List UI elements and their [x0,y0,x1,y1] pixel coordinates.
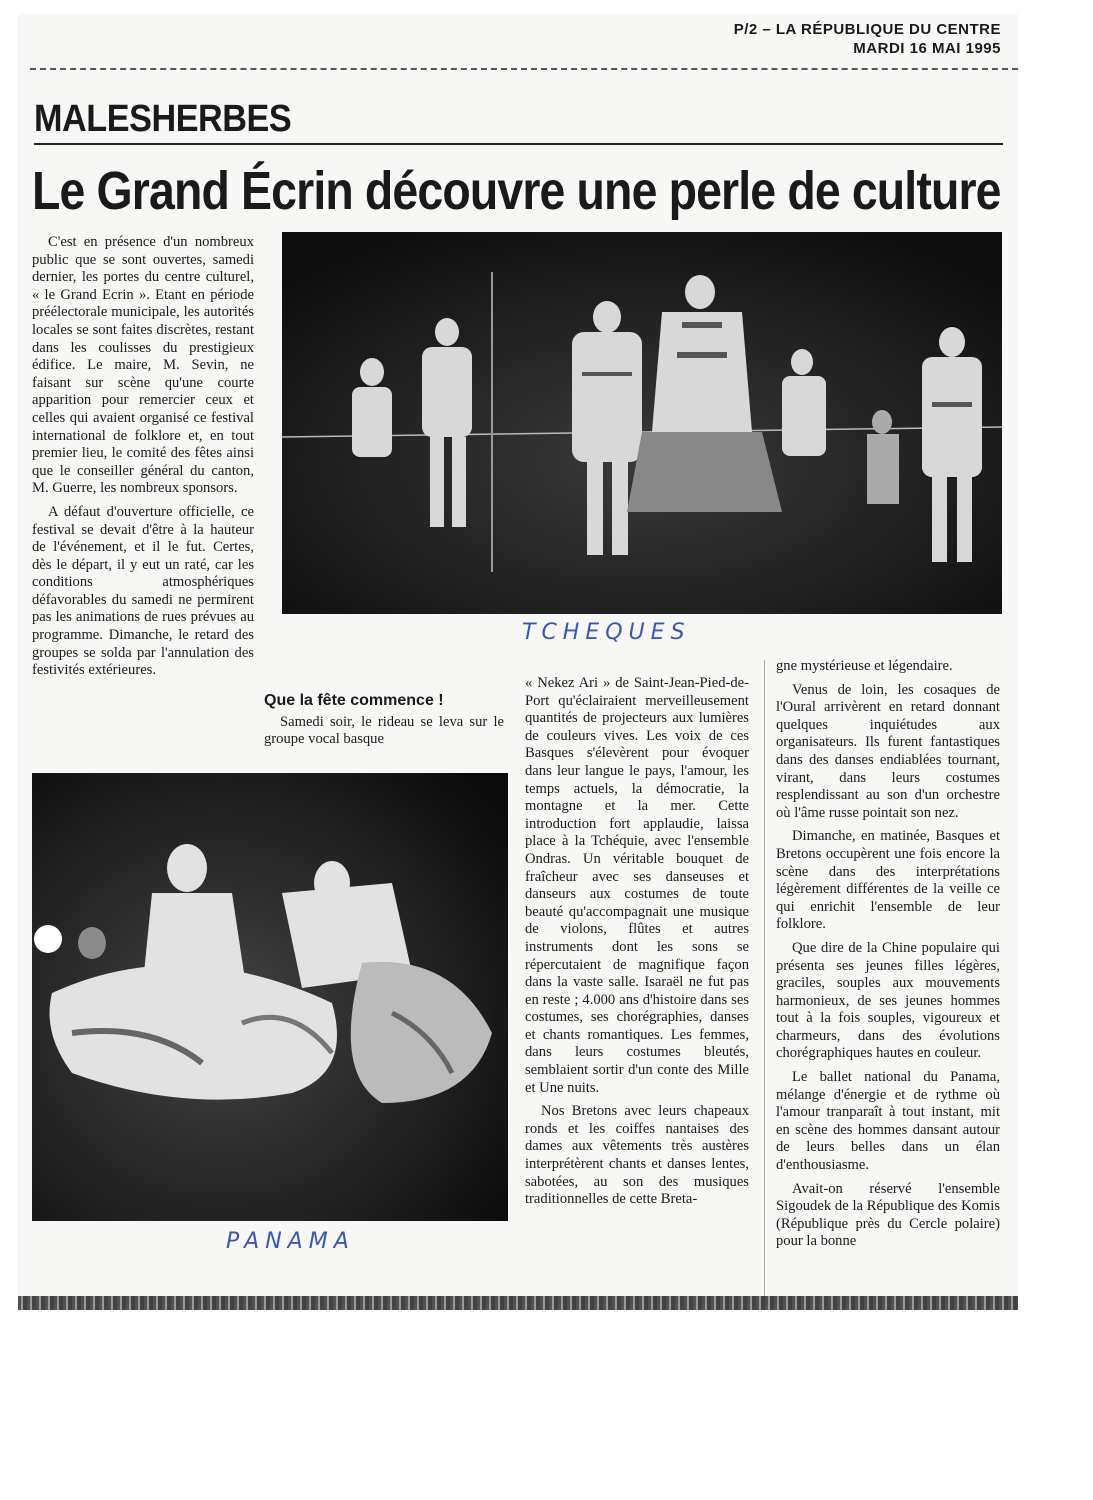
col4-paragraph-2: Dimanche, en matinée, Basques et Bretons occupèrent une fois encore la scène dans des interprétations légèrement différentes de la veille ce qui enrichit l'ensemble de leur folklore. [776,828,1000,933]
col4-paragraph-4: Le ballet national du Panama, mélange d'énergie et de rythme où l'amour tranparaît à tout instant, mit en scène des hommes dansant autour de leurs belles dans un élan d'enthousiasme. [776,1069,1000,1174]
column-1 [32,234,254,686]
col4-paragraph-0: gne mystérieuse et légendaire. [776,658,953,674]
photo-panama-dancers [32,773,508,1221]
handwritten-note-panama: PANAMA [226,1229,355,1254]
col4-paragraph-5: Avait-on réservé l'ensemble Sigoudek de la République des Komis (République près du Cercle polaire) pour la bonne [776,1180,1000,1250]
col4-paragraph-1: Venus de loin, les cosaques de l'Oural arrivèrent en retard donnant quelques inquiétudes aux organisateurs. Ils furent fantastiques dans des danses endiablées tournant, virant, dans leurs costumes resplendissant au son d'un orchestre où l'âme russe pointait son nez. [776,681,1000,821]
photo-czech-dancers-image [282,232,1002,614]
section-rule [34,143,1003,145]
handwritten-note-tcheques: TCHEQUES [522,620,691,645]
section-title: MALESHERBES [34,98,292,140]
column-2 [264,692,504,755]
col4-paragraph-3: Que dire de la Chine populaire qui présenta ses jeunes filles légères, graciles, souples aux mouvements harmonieux, de ses jeunes hommes tout à la fois souples, vigoureux et charmeurs, dans des évolutions chorégraphiques hautes en couleur. [776,939,1000,1062]
photo-panama-dancers-image [32,773,508,1221]
col3-paragraph-1: « Nekez Ari » de Saint-Jean-Pied-de-Port qu'éclairaient merveilleusement quantités de projecteurs aux lumières de couleurs vives. Les voix de ces Basques s'élevèrent pour évoquer dans leur langue le pays, l'amour, les temps actuels, la démocratie, la montagne et la mer. Cette introduction fort applaudie, laissa place à la Tchéquie, avec l'ensemble Ondras. Un véritable bouquet de fraîcheur avec ses danseuses et danseurs aux costumes de toute beauté qu'accompagnait une musique de violons, flûtes et autres instruments dont les sons se répercutaient de magnifique façon dans la vaste salle. Isaraël ne fut pas en reste ; 4.000 ans d'histoire dans ses costumes, ses chorégraphies, danses et chants romantiques. Les femmes, dans leurs costumes bleutés, semblaient sortir d'un conte des Mille et Une nuits. [525,675,749,1096]
photo-czech-dancers [282,232,1002,614]
headline: Le Grand Écrin découvre une perle de culture [32,161,1001,221]
col3-paragraph-2: Nos Bretons avec leurs chapeaux ronds et les coiffes nantaises des dames aux vêtements très austères interprétèrent chants et danses lentes, sabotées, au son des musiques traditionnelles de cette Breta- [525,1103,749,1208]
masthead-publication: P/2 – LA RÉPUBLIQUE DU CENTRE [733,21,1001,38]
subhead-fete: Que la fête commence ! [264,692,444,709]
col1-paragraph-1: C'est en présence d'un nombreux public que se sont ouvertes, samedi dernier, les portes du centre culturel, « le Grand Ecrin ». Etant en période préélectorale municipale, les autorités locales se sont faites discrètes, restant dans les coulisses du prestigieux édifice. Le maire, M. Sevin, ne faisant sur scène qu'une courte apparition pour remercier ceux et celles qui avaient organisé ce festival international de folklore et, en tout premier lieu, le comité des fêtes ainsi que le conseiller général du canton, M. Guerre, les nombreux sponsors. [32,234,254,497]
column-3 [525,675,749,1215]
col1-paragraph-2: A défaut d'ouverture officielle, ce festival se devait d'être à la hauteur de l'événement, et il le fut. Certes, dès le départ, il y eut un raté, car les conditions atmosphériques défavorables du samedi ne permirent pas les animations de rues prévues au programme. Dimanche, le retard des groupes se solda par l'annulation des festivités extérieures. [32,503,254,679]
masthead-date: MARDI 16 MAI 1995 [853,40,1001,57]
column-4 [776,658,1000,1257]
col2-paragraph-1: Samedi soir, le rideau se leva sur le groupe vocal basque [264,713,504,748]
top-rule [30,68,1018,70]
scan-edge [18,1296,1018,1310]
masthead [734,20,1001,58]
column-divider [764,660,765,1300]
